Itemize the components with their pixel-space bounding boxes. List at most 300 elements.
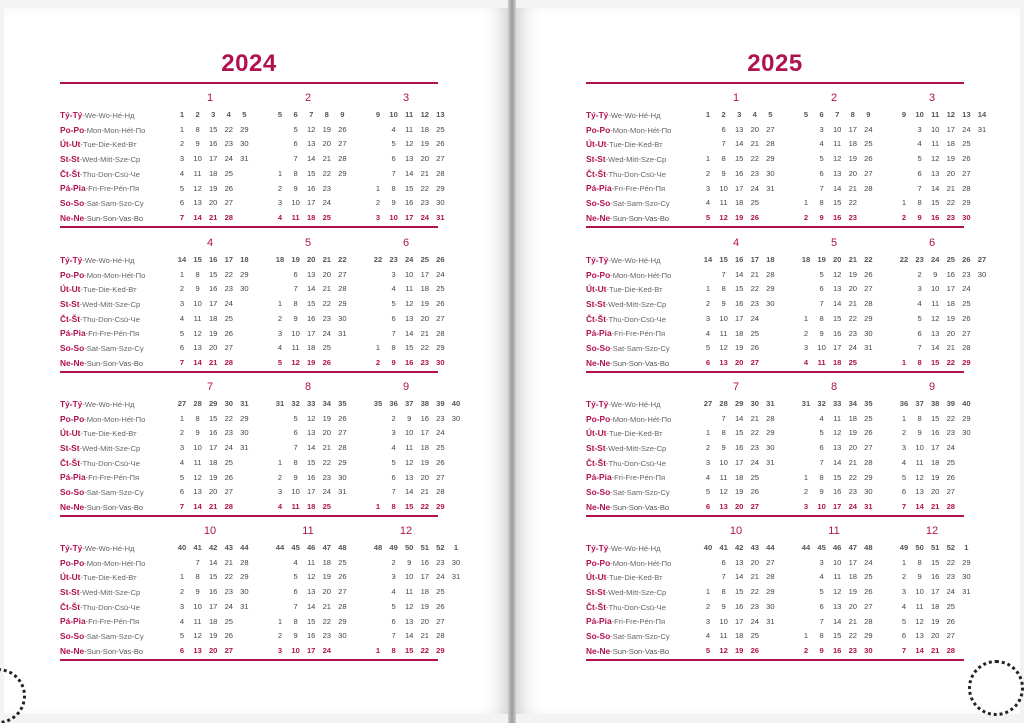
day-cell: 20 [420,616,430,626]
day-cell: 28 [224,357,234,367]
day-cell: 2 [391,557,396,567]
day-cell: 31 [962,587,971,597]
day-cell: 14 [832,457,842,467]
day-cell: 8 [195,572,200,582]
day-label [60,211,172,226]
day-cell: 28 [338,443,347,453]
quarter-4 [60,521,461,661]
month-number: 4 [206,237,214,249]
day-cell: 11 [307,557,316,567]
day-label [586,268,698,283]
day-cell: 4 [819,572,824,582]
day-cell: 5 [391,139,396,149]
day-cell: 11 [405,443,414,453]
quarter-divider [60,371,438,373]
day-cell: 23 [436,413,445,423]
day-cell: 27 [962,328,971,338]
quarter-divider [586,226,964,228]
day-cell: 27 [864,601,873,611]
day-cell: 26 [750,343,760,353]
day-cell: 19 [420,457,430,467]
day-cell: 22 [224,413,234,423]
day-cell: 2 [803,212,809,222]
day-cell: 5 [391,601,396,611]
day-cell: 26 [224,328,234,338]
day-cell: 19 [322,413,332,423]
week-number: 10 [915,110,924,119]
day-cell: 29 [240,124,249,134]
day-cell: 20 [930,487,940,497]
week-number: 6 [293,110,298,119]
day-cell: 13 [930,168,940,178]
day-cell: 9 [721,168,726,178]
day-label-translations: -Mon-Mon-Hét-По [610,270,672,280]
day-cell: 13 [915,631,924,641]
day-cell: 25 [338,557,347,567]
week-number: 35 [864,399,873,408]
day-label-translations: -Fri-Fre-Pén-Пя [85,329,140,339]
day-cell: 10 [719,616,728,626]
day-cell: 4 [819,413,824,423]
day-cell: 21 [420,487,430,497]
day-label [586,397,698,412]
day-label-primary: Ne-Ne [60,212,85,223]
day-cell: 17 [208,601,218,611]
day-cell: 14 [306,154,316,164]
day-cell: 20 [946,168,956,178]
day-cell: 23 [848,212,858,222]
week-number: 11 [405,110,414,119]
day-label-primary: St-St [60,154,80,165]
day-cell: 23 [750,299,760,309]
month-number: 8 [304,381,312,393]
day-cell: 21 [420,631,430,641]
week-number: 44 [275,543,285,552]
day-cell: 15 [306,299,316,309]
day-cell: 16 [404,357,414,367]
day-label-primary: Pá-Pia [586,183,612,194]
day-cell: 13 [832,168,842,178]
day-cell: 13 [306,428,316,438]
day-label [586,470,698,485]
day-cell: 2 [179,428,185,438]
day-label-primary: Ne-Ne [586,501,611,512]
day-cell: 18 [848,572,858,582]
week-number: 11 [931,110,940,119]
day-label-primary: So-So [586,631,611,642]
day-cell: 16 [734,168,744,178]
day-cell: 19 [208,472,218,482]
day-cell: 25 [322,212,332,222]
day-cell: 12 [719,212,728,222]
day-label-translations: -Thu-Don-Csü-Че [606,169,666,179]
day-label [586,456,698,471]
month-number: 2 [304,92,312,104]
day-label-primary: St-St [60,587,80,598]
day-label-translations: -Thu-Don-Csü-Че [80,602,140,612]
day-cell: 15 [208,124,218,134]
day-cell: 7 [293,154,298,164]
day-cell: 6 [179,645,185,655]
day-cell: 10 [404,428,414,438]
day-label-translations: -Tue-Die-Ked-Вт [80,429,137,439]
day-cell: 4 [705,472,711,482]
day-cell: 29 [766,587,775,597]
day-cell: 14 [193,357,202,367]
day-label-translations: -We-Wo-Hé-Нд [82,256,135,265]
day-label-translations: -Wed-Mitt-Sze-Ср [79,444,141,454]
day-label-primary: St-St [60,443,80,454]
day-cell: 21 [930,501,940,511]
month-number: 2 [830,92,838,104]
day-cell: 9 [407,413,412,423]
day-cell: 24 [322,328,332,338]
day-cell: 2 [375,357,381,367]
day-cell: 20 [750,557,760,567]
day-label-primary: Tý-Tý [60,543,83,553]
day-cell: 21 [208,212,218,222]
day-cell: 16 [208,587,218,597]
day-cell: 29 [436,645,445,655]
week-number: 24 [930,255,940,264]
day-cell: 16 [734,443,744,453]
day-cell: 8 [293,616,298,626]
week-number: 40 [177,543,187,552]
day-cell: 25 [224,168,234,178]
day-cell: 21 [946,343,956,353]
week-number: 1 [705,110,711,119]
day-cell: 22 [750,587,760,597]
day-label-primary: Ne-Ne [586,645,611,656]
day-label-primary: Pá-Pia [60,616,86,627]
day-cell: 9 [195,139,200,149]
day-cell: 11 [915,457,924,467]
day-label [60,556,172,571]
day-label-primary: St-St [586,443,606,454]
day-cell: 11 [193,168,202,178]
day-cell: 27 [224,343,234,353]
day-label [60,297,172,312]
day-cell: 6 [901,631,907,641]
week-number: 9 [866,110,871,119]
month-number: 7 [732,381,740,393]
day-cell: 23 [322,631,332,641]
day-label [60,397,172,412]
day-cell: 31 [240,601,249,611]
month-number: 3 [928,92,936,104]
day-cell: 5 [179,183,185,193]
week-number: 4 [226,110,231,119]
day-cell: 26 [436,139,445,149]
day-cell: 18 [930,601,940,611]
day-cell: 16 [306,183,316,193]
day-cell: 15 [306,457,316,467]
day-cell: 20 [322,428,332,438]
week-number: 28 [719,399,728,408]
day-label-translations: -Sun-Son-Vas-Во [84,358,144,368]
day-cell: 25 [946,457,956,467]
day-label-primary: Ne-Ne [60,357,85,368]
week-number: 9 [375,110,381,119]
day-cell: 10 [193,299,202,309]
day-cell: 3 [803,501,809,511]
day-label-primary: Ne-Ne [60,501,85,512]
day-cell: 22 [224,269,234,279]
quarter-1 [60,88,445,228]
day-label-translations: -Sun-Son-Vas-Во [610,646,670,656]
day-cell: 27 [224,198,234,208]
day-cell: 21 [322,443,332,453]
day-cell: 18 [848,413,858,423]
day-cell: 7 [293,284,298,294]
day-cell: 10 [719,313,728,323]
day-cell: 8 [917,198,922,208]
day-label-translations: -Sat-Sam-Szo-Су [610,199,670,209]
day-cell: 6 [901,487,907,497]
week-number: 13 [436,110,445,119]
day-cell: 25 [864,139,873,149]
day-label-primary: Ne-Ne [60,645,85,656]
day-cell: 18 [848,139,858,149]
day-cell: 3 [705,457,711,467]
day-cell: 13 [306,587,316,597]
day-label-translations: -Fri-Fre-Pén-Пя [611,184,666,194]
week-number: 4 [752,110,757,119]
day-cell: 9 [293,472,298,482]
day-cell: 30 [864,645,873,655]
day-cell: 28 [766,572,775,582]
week-number: 27 [977,255,987,264]
day-cell: 10 [404,269,414,279]
week-number: 34 [848,399,858,408]
day-label-translations: -Tue-Die-Ked-Вт [80,573,137,583]
day-cell: 23 [322,313,332,323]
day-cell: 8 [293,299,298,309]
day-cell: 7 [819,299,824,309]
day-label-primary: Út-Ut [60,428,81,439]
day-label [586,412,698,427]
day-cell: 1 [705,154,711,164]
day-cell: 26 [962,313,971,323]
day-cell: 14 [306,443,316,453]
day-cell: 13 [930,328,940,338]
day-cell: 22 [848,198,858,208]
day-labels [60,253,172,371]
day-cell: 16 [734,601,744,611]
week-number: 18 [801,255,811,264]
quarter-2 [586,233,987,373]
day-cell: 17 [306,645,316,655]
day-cell: 17 [420,572,430,582]
day-cell: 1 [277,168,283,178]
day-label [60,326,172,341]
day-label [60,412,172,427]
day-cell: 11 [817,357,826,367]
day-cell: 12 [306,413,316,423]
day-cell: 18 [734,198,744,208]
day-cell: 11 [193,313,202,323]
day-cell: 21 [208,357,218,367]
week-number: 25 [420,255,430,264]
week-number: 31 [275,399,285,408]
day-cell: 23 [946,428,956,438]
day-label [60,614,172,629]
day-cell: 13 [193,343,202,353]
day-cell: 27 [750,501,760,511]
day-cell: 27 [338,428,347,438]
day-cell: 15 [734,284,744,294]
day-cell: 4 [819,139,824,149]
day-cell: 25 [750,328,760,338]
day-cell: 13 [193,198,202,208]
month-number: 11 [302,525,314,537]
week-number: 39 [946,399,956,408]
day-label [586,137,698,152]
day-cell: 17 [306,198,316,208]
week-number: 33 [306,399,316,408]
day-cell: 7 [391,631,396,641]
day-cell: 31 [977,124,987,134]
quarter-divider [586,371,964,373]
week-number: 3 [737,110,742,119]
day-cell: 25 [946,601,956,611]
day-cell: 15 [734,154,744,164]
day-cell: 19 [734,487,744,497]
day-cell: 24 [864,557,873,567]
day-cell: 28 [962,183,971,193]
day-cell: 27 [946,631,956,641]
day-cell: 5 [705,212,711,222]
day-cell: 13 [306,139,316,149]
day-label-translations: -Mon-Mon-Hét-По [610,558,672,568]
day-cell: 26 [750,487,760,497]
quarter-3 [586,377,971,517]
day-cell: 17 [208,443,218,453]
day-cell: 7 [819,616,824,626]
day-cell: 19 [322,124,332,134]
day-cell: 24 [946,587,956,597]
day-cell: 4 [705,328,711,338]
day-cell: 29 [436,183,445,193]
day-cell: 28 [766,139,775,149]
day-cell: 28 [766,269,775,279]
day-cell: 12 [832,269,842,279]
day-cell: 8 [195,413,200,423]
day-cell: 11 [405,124,414,134]
day-label [586,108,698,123]
week-number: 51 [420,543,430,552]
day-cell: 24 [750,183,760,193]
day-cell: 8 [819,631,824,641]
day-cell: 30 [962,572,971,582]
day-cell: 21 [750,139,760,149]
week-number: 16 [208,255,218,264]
week-number: 42 [734,543,744,552]
day-cell: 31 [766,616,775,626]
day-label-translations: -We-Wo-Hé-Нд [82,544,135,553]
day-cell: 29 [962,413,971,423]
day-cell: 19 [734,645,744,655]
day-label-primary: Tý-Tý [586,255,609,265]
day-cell: 17 [734,616,744,626]
quarter-divider [60,515,438,517]
day-cell: 11 [931,299,940,309]
day-cell: 8 [293,457,298,467]
day-cell: 17 [734,183,744,193]
day-cell: 23 [750,168,760,178]
day-label-translations: -Sat-Sam-Szo-Су [610,344,670,354]
day-cell: 30 [864,328,873,338]
day-labels [586,108,698,226]
day-cell: 16 [404,198,414,208]
day-cell: 12 [915,472,924,482]
day-label [586,341,698,356]
day-cell: 28 [338,154,347,164]
day-label-primary: Pá-Pia [586,616,612,627]
day-cell: 23 [224,284,234,294]
day-label-primary: Čt-Št [586,168,607,179]
day-cell: 2 [917,269,922,279]
day-cell: 4 [917,299,922,309]
month-number: 1 [732,92,740,104]
day-cell: 10 [915,587,924,597]
day-cell: 16 [306,472,316,482]
day-cell: 12 [832,428,842,438]
day-cell: 1 [901,357,907,367]
day-cell: 13 [719,501,728,511]
day-label [586,297,698,312]
day-cell: 26 [864,154,873,164]
week-number: 14 [703,255,713,264]
day-cell: 24 [962,124,971,134]
day-cell: 27 [436,472,445,482]
day-cell: 19 [322,572,332,582]
day-cell: 12 [404,601,414,611]
day-cell: 3 [277,487,283,497]
day-cell: 2 [705,168,711,178]
week-number: 26 [436,255,445,264]
day-cell: 6 [179,343,185,353]
week-number: 18 [240,255,249,264]
day-cell: 15 [832,313,842,323]
day-cell: 15 [404,343,414,353]
week-number: 5 [768,110,773,119]
day-cell: 25 [864,572,873,582]
day-cell: 12 [306,124,316,134]
day-cell: 12 [930,313,940,323]
day-label-translations: -Thu-Don-Csü-Че [80,314,140,324]
day-label-translations: -We-Wo-Hé-Нд [608,400,661,409]
day-label-translations: -Tue-Die-Ked-Вт [80,140,137,150]
day-label-translations: -Sun-Son-Vas-Во [84,646,144,656]
day-cell: 31 [338,328,347,338]
month-number: 4 [732,237,740,249]
day-cell: 27 [224,645,234,655]
month-number: 6 [402,237,410,249]
quarter-divider [60,659,438,661]
day-cell: 23 [436,557,445,567]
day-cell: 22 [420,501,430,511]
day-cell: 8 [819,313,824,323]
day-cell: 1 [705,428,711,438]
day-cell: 8 [721,587,726,597]
week-number: 24 [404,255,414,264]
year-title-left: 2024 [221,50,277,77]
day-cell: 11 [291,343,300,353]
day-cell: 17 [734,457,744,467]
day-cell: 26 [338,413,347,423]
day-cell: 1 [179,572,185,582]
